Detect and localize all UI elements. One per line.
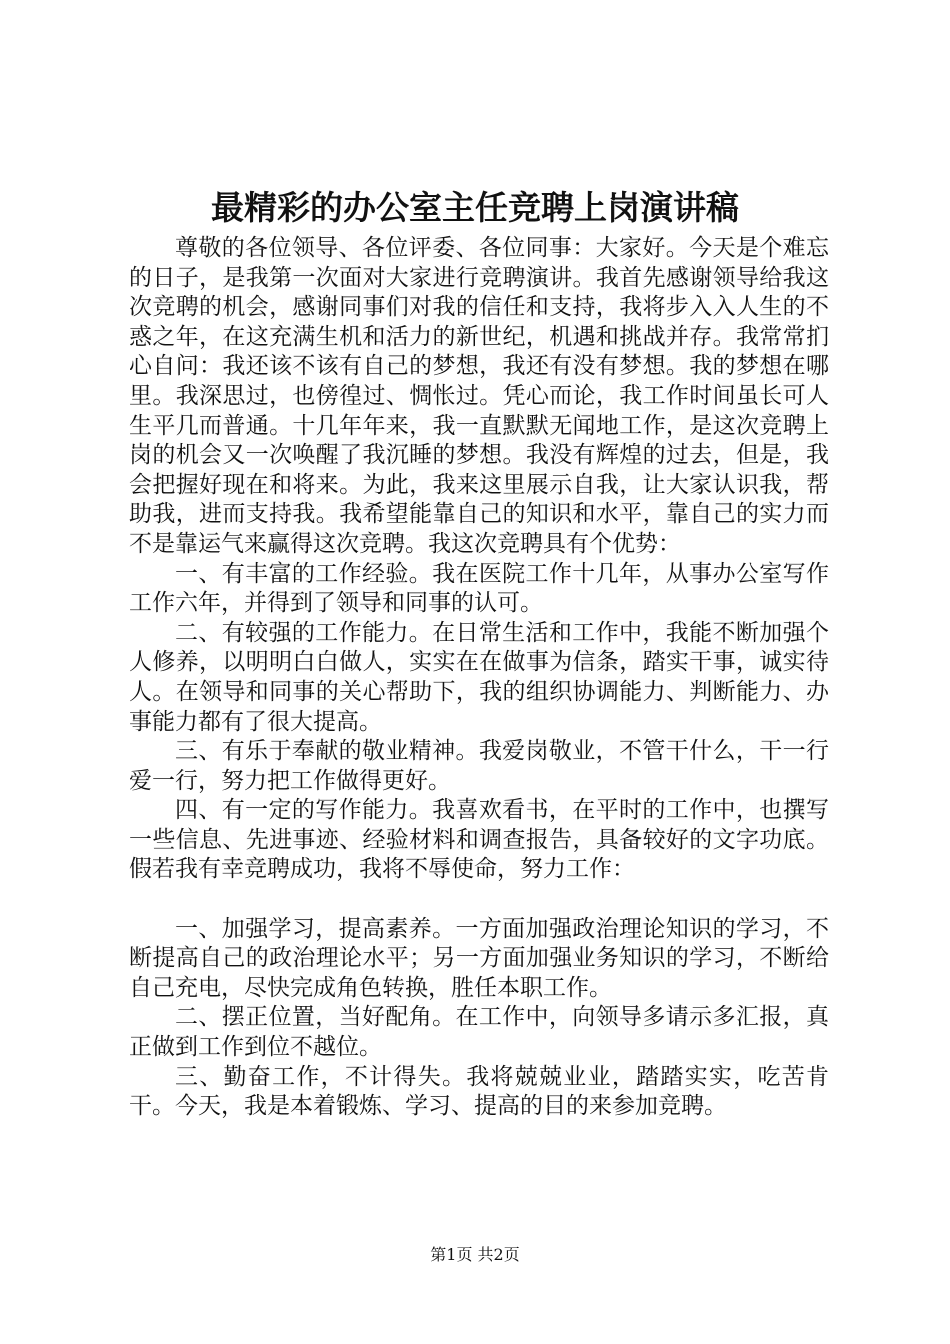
paragraph-plan-3: 三、勤奋工作，不计得失。我将兢兢业业，踏踏实实，吃苦肯干。今天，我是本着锻炼、学习、提高的目的来参加竞聘。 [129,1063,829,1120]
document-body [129,234,829,1122]
paragraph-advantage-4: 四、有一定的写作能力。我喜欢看书，在平时的工作中，也撰写一些信息、先进事迹、经验材料和调查报告，具备较好的文字功底。假若我有幸竞聘成功，我将不辱使命，努力工作： [129,797,829,883]
paragraph-opening: 尊敬的各位领导、各位评委、各位同事：大家好。今天是个难忘的日子，是我第一次面对大家进行竞聘演讲。我首先感谢领导给我这次竞聘的机会，感谢同事们对我的信任和支持，我将步入入人生的不惑之年，在这充满生机和活力的新世纪，机遇和挑战并存。我常常扪心自问：我还该不该有自己的梦想，我还有没有梦想。我的梦想在哪里。我深思过，也傍徨过、惆怅过。凭心而论，我工作时间虽长可人生平几而普通。十几年年来，我一直默默无闻地工作，是这次竞聘上岗的机会又一次唤醒了我沉睡的梦想。我没有辉煌的过去，但是，我会把握好现在和将来。为此，我来这里展示自我，让大家认识我，帮助我，进而支持我。我希望能靠自己的知识和水平，靠自己的实力而不是靠运气来赢得这次竞聘。我这次竞聘具有个优势： [129,235,829,557]
paragraph-advantage-1: 一、有丰富的工作经验。我在医院工作十几年，从事办公室写作工作六年，并得到了领导和同事的认可。 [129,560,829,617]
paragraph-spacer [129,885,829,915]
paragraph-advantage-2: 二、有较强的工作能力。在日常生活和工作中，我能不断加强个人修养，以明明白白做人，实实在在做事为信条，踏实干事，诚实待人。在领导和同事的关心帮助下，我的组织协调能力、判断能力、办事能力都有了很大提高。 [129,619,829,735]
document-title: 最精彩的办公室主任竞聘上岗演讲稿 [211,188,739,227]
page-footer: 第1页 共2页 [430,1245,520,1264]
paragraph-advantage-3: 三、有乐于奉献的敬业精神。我爱岗敬业，不管干什么，干一行爱一行，努力把工作做得更好。 [129,738,829,794]
paragraph-plan-1: 一、加强学习，提高素养。一方面加强政治理论知识的学习，不断提高自己的政治理论水平；另一方面加强业务知识的学习，不断给自己充电，尽快完成角色转换，胜任本职工作。 [129,915,829,1001]
paragraph-plan-2: 二、摆正位置，当好配角。在工作中，向领导多请示多汇报，真正做到工作到位不越位。 [129,1004,829,1061]
